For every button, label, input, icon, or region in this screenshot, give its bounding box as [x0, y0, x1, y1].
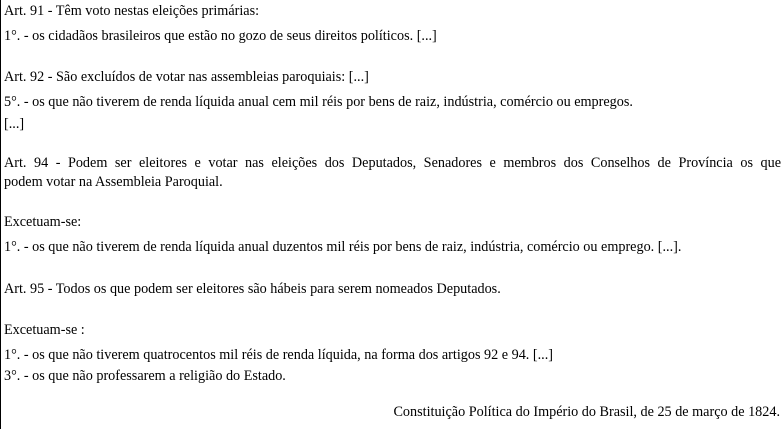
- art91-item1: 1°. - os cidadãos brasileiros que estão no gozo de seus direitos políticos. [...]: [4, 28, 437, 44]
- art94-line1: Art. 94 - Podem ser eleitores e votar nas eleições dos Deputados, Senadores e membros dos Conselhos de Província os que: [4, 155, 781, 171]
- art94-exceptions-label: Excetuam-se:: [4, 214, 82, 230]
- art91-heading: Art. 91 - Têm voto nestas eleições primárias:: [4, 3, 260, 19]
- art94-item1: 1°. - os que não tiverem de renda líquida anual duzentos mil réis por bens de raiz, indústria, comércio ou emprego. [...].: [4, 239, 682, 255]
- source-citation: Constituição Política do Império do Brasil, de 25 de março de 1824.: [393, 404, 780, 420]
- art95-item1: 1°. - os que não tiverem quatrocentos mil réis de renda líquida, na forma dos artigos 92 e 94. [...]: [4, 347, 553, 363]
- art94-line2: podem votar na Assembleia Paroquial.: [4, 174, 223, 190]
- art95-heading: Art. 95 - Todos os que podem ser eleitores são hábeis para serem nomeados Deputados.: [4, 281, 501, 297]
- art92-ellipsis: [...]: [4, 116, 25, 132]
- art95-exceptions-label: Excetuam-se :: [4, 322, 85, 338]
- art95-item3: 3°. - os que não professarem a religião do Estado.: [4, 368, 286, 384]
- art92-item5: 5°. - os que não tiverem de renda líquida anual cem mil réis por bens de raiz, indústria, comércio ou empregos.: [4, 94, 633, 110]
- art92-heading: Art. 92 - São excluídos de votar nas assembleias paroquiais: [...]: [4, 69, 369, 85]
